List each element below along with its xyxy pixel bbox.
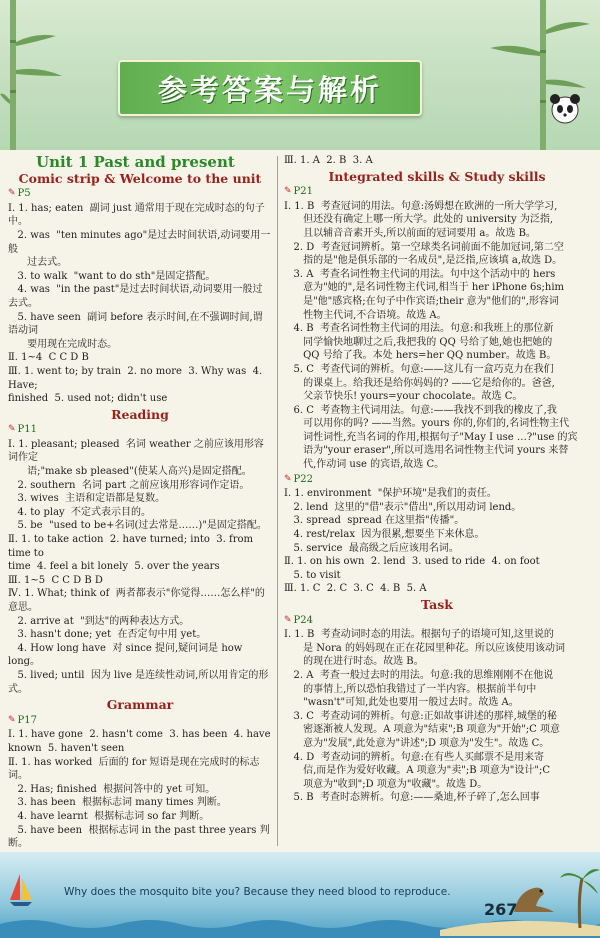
answer-line: Ⅰ. 1. pleasant; pleased 名词 weather 之前应该用形容词作定 (8, 438, 264, 464)
pencil-icon: ✎ (8, 714, 16, 725)
page-footer (0, 852, 600, 938)
answer-line: 项意为"收到";D 项意为"收藏"。故选 D。 (284, 778, 488, 790)
page-reference: ✎ P5 (8, 188, 31, 200)
answer-line: 2. A 考查一般过去时的用法。句意:我的思维刚刚不在他说 (284, 669, 554, 681)
answer-line: Ⅱ. 1. has worked 后面的 for 短语是现在完成时的标志词。 (8, 756, 260, 782)
answer-line: Ⅰ. 1. has; eaten 副词 just 通常用于现在完成时态的句子中。 (8, 202, 265, 228)
answer-line: 意为"她的",是名词性物主代词,相当于 her iPhone 6s;him (284, 282, 565, 294)
answer-line: 要用现在完成时态。 (8, 338, 118, 350)
answer-line: Ⅰ. 1. B 考查冠词的用法。句意:汤姆想在欧洲的一所大学学习, (284, 200, 558, 212)
answer-line: Ⅰ. 1. environment "保护环境"是我们的责任。 (284, 488, 497, 500)
answer-line: finished 5. used not; didn't use (8, 393, 168, 405)
pencil-icon: ✎ (284, 473, 292, 484)
answer-line: 4. have learnt 根据标志词 so far 判断。 (8, 810, 210, 822)
answer-line: 5. have been 根据标志词 in the past three years 判断。 (8, 824, 270, 848)
section-title: Grammar (106, 697, 174, 713)
answer-line: 2. Has; finished 根据问答中的 yet 可知。 (8, 783, 216, 795)
section-title: Task (421, 597, 453, 612)
pencil-icon: ✎ (8, 424, 16, 435)
answer-line: 4. D 考查动词的辨析。句意:在有些人买邮票不是用来寄 (284, 751, 545, 763)
section-title: Comic strip & Welcome to the unit (18, 170, 262, 186)
answer-list (8, 438, 272, 696)
answer-line: Ⅲ. 1. A 2. B 3. A (284, 155, 373, 166)
pencil-icon: ✎ (8, 188, 16, 199)
answer-line: 2. was "ten minutes ago"是过去时间状语,动词要用一般 (8, 229, 271, 255)
answer-line: 5. lived; until 因为 live 是连续性动词,所以用肯定的形式。 (8, 669, 269, 695)
answer-line: 5. C 考查代词的辨析。句意:——这儿有一盒巧克力在我们 (284, 363, 554, 375)
pencil-icon: ✎ (284, 186, 292, 197)
answer-list (284, 154, 590, 168)
answer-line: 2. arrive at "到达"的两种表达方式。 (8, 615, 190, 627)
unit-title: Unit 1 Past and present (36, 154, 235, 171)
answer-line: 语;"make sb pleased"(使某人高兴)是固定搭配。 (8, 466, 252, 478)
answer-line: known 5. haven't seen (8, 742, 125, 754)
right-column (284, 154, 590, 848)
answer-line: 过去式。 (8, 257, 68, 269)
page-header (0, 0, 600, 150)
answer-line: 语为"your eraser",所以可选用名词性物主代词 yours 来替 (284, 445, 569, 457)
answer-line: 4. to play 不定式表示目的。 (8, 506, 152, 518)
answer-line: 3. A 考查名词性物主代词的用法。句中这个活动中的 hers (284, 268, 556, 280)
page-reference: ✎ P11 (8, 424, 37, 436)
page-number: 267 (484, 900, 518, 919)
answer-line: 的课桌上。给我还是给你妈妈的? ——它是给你的。爸爸, (284, 377, 555, 389)
answer-line: 3. has been 根据标志词 many times 判断。 (8, 797, 227, 809)
answer-line: 代,作动词 use 的宾语,故选 C。 (284, 459, 445, 471)
answer-line: 4. B 考查名词性物主代词的用法。句意:和我班上的那位新 (284, 323, 554, 335)
answer-line: 是"他"感宾格;在句子中作宾语;their 意为"他们的",形容词 (284, 295, 559, 307)
page-title: 参考答案与解析 (157, 72, 382, 107)
answer-line: Ⅳ. 1. What; think of 两者都表示"你觉得……怎么样"的意思。 (8, 588, 265, 613)
answer-line: 是 Nora 的妈妈现在正在花园里种花。所以应该使用该动词 (284, 642, 565, 654)
palm-tree-icon (560, 858, 600, 928)
answer-line: Ⅲ. 1. went to; by train 2. no more 3. Why was 4. Have; (8, 365, 266, 391)
answer-line: 指的是"他是俱乐部的一名成员",是泛指,应该填 a,故选 D。 (284, 255, 563, 267)
answer-line: 5. service 最高级之后应该用名词。 (284, 542, 459, 554)
answer-line: Ⅲ. 1. C 2. C 3. C 4. B 5. A (284, 583, 427, 595)
answer-line: time 4. feel a bit lonely 5. over the years (8, 561, 220, 573)
page-title-box (118, 60, 422, 116)
answer-line: 意为"发展",此处意为"讲述";D 项意为"发生"。故选 C。 (284, 737, 550, 749)
answer-line: 5. be "used to be+名词(过去常是……)"是固定搭配。 (8, 520, 267, 532)
answer-line: Ⅱ. 1~4 C C D B (8, 352, 89, 364)
page-reference: ✎ P22 (284, 473, 313, 485)
answer-line: 的事情上,所以恐怕我错过了一半内容。根据前半句中 (284, 683, 537, 695)
panda-icon (548, 92, 582, 126)
answer-line: 4. How long have 对 since 提问,疑问词是 how long。 (8, 642, 246, 668)
answer-list (284, 200, 590, 472)
answer-list (284, 487, 590, 596)
answer-line: "wasn't"可知,此处也要用一般过去时。故选 A。 (284, 697, 519, 709)
answer-line: 3. wives 主语和定语都是复数。 (8, 493, 166, 505)
sailboat-icon (8, 872, 34, 908)
answer-line: 3. hasn't done; yet 在否定句中用 yet。 (8, 629, 207, 641)
answer-list (284, 628, 590, 805)
pencil-icon: ✎ (284, 614, 292, 625)
answer-line: 5. to visit (284, 569, 341, 581)
page-reference: ✎ P24 (284, 614, 313, 626)
answer-list (8, 202, 272, 406)
answer-line: 5. B 考查时态辨析。句意:——桑迪,杯子碎了,怎么回事 (284, 792, 540, 804)
answer-line: 6. C 考查物主代词用法。句意:——我找不到我的橡皮了,我 (284, 404, 557, 416)
section-title: Integrated skills & Study skills (328, 168, 546, 184)
page-reference: ✎ P21 (284, 186, 313, 198)
answer-line: 词性词性,充当名词的作用,根据句子"May I use …?"use 的宾 (284, 431, 578, 443)
answer-line: Ⅰ. 1. have gone 2. hasn't come 3. has been 4. have (8, 729, 271, 741)
left-column (8, 154, 272, 848)
page-reference: ✎ P17 (8, 714, 37, 726)
answer-line: Ⅱ. 1. on his own 2. lend 3. used to ride 4. on foot (284, 556, 540, 568)
answer-line: 2. southern 名词 part 之前应该用形容词作定语。 (8, 479, 250, 491)
answer-line: 且以辅音音素开头,所以前面的冠词要用 a。故选 B。 (284, 227, 536, 239)
answer-line: 3. C 考查动词的辨析。句意:正如故事讲述的那样,城堡的秘 (284, 710, 557, 722)
answer-line: 但还没有确定上哪一所大学。此处的 university 为泛指, (284, 214, 554, 226)
answer-line: Ⅲ. 1~5 C C D B D (8, 574, 103, 586)
answer-line: 可以用你的吗? ——当然。yours 你的,你们的,名词性物主代 (284, 418, 570, 430)
answer-line: 3. to walk "want to do sth"是固定搭配。 (8, 270, 216, 282)
answer-line: 性物主代词,不合语境。故选 A。 (284, 309, 447, 321)
answer-line: 2. lend 这里的"借"表示"借出",所以用动词 lend。 (284, 501, 522, 513)
answer-line: 同学愉快地聊过之后,我把我的 QQ 号给了她,她也把她的 (284, 336, 553, 348)
answer-line: QQ 号给了我。本处 hers=her QQ number。故选 B。 (284, 350, 557, 362)
section-title: Reading (111, 406, 169, 422)
answer-line: 4. rest/relax 因为很累,想要坐下来休息。 (284, 529, 485, 541)
answer-line: 信,而是作为爱好收藏。A 项意为"卖";B 项意为"设计";C (284, 765, 550, 777)
answer-line: 2. D 考查冠词辨析。第一空球类名词前面不能加冠词,第二空 (284, 241, 564, 253)
bamboo-decoration-icon (0, 0, 70, 150)
answer-line: 密逐渐被人发现。A 项意为"结束";B 项意为"开始";C 项意 (284, 724, 560, 736)
answer-line: 父亲节快乐! yours=your chocolate。故选 C。 (284, 391, 523, 403)
answer-line: Ⅱ. 1. to take action 2. have turned; into 3. from time to (8, 534, 257, 559)
bamboo-decoration-icon (480, 0, 600, 150)
answer-line: Ⅰ. 1. B 考查动词时态的用法。根据句子的语境可知,这里说的 (284, 629, 554, 641)
answer-list (8, 728, 272, 848)
answer-line: 3. spread spread 在这里指"传播"。 (284, 515, 465, 527)
answer-line: 4. was "in the past"是过去时间状语,动词要用一般过去式。 (8, 284, 263, 309)
footer-quote: Why does the mosquito bite you? Because they need blood to reproduce. (64, 886, 451, 898)
answer-line: 的现在进行时态。故选 B。 (284, 656, 424, 668)
answer-line: 5. have seen 副词 before 表示时间,在不强调时间,谓语动词 (8, 311, 263, 337)
column-divider (277, 156, 278, 846)
